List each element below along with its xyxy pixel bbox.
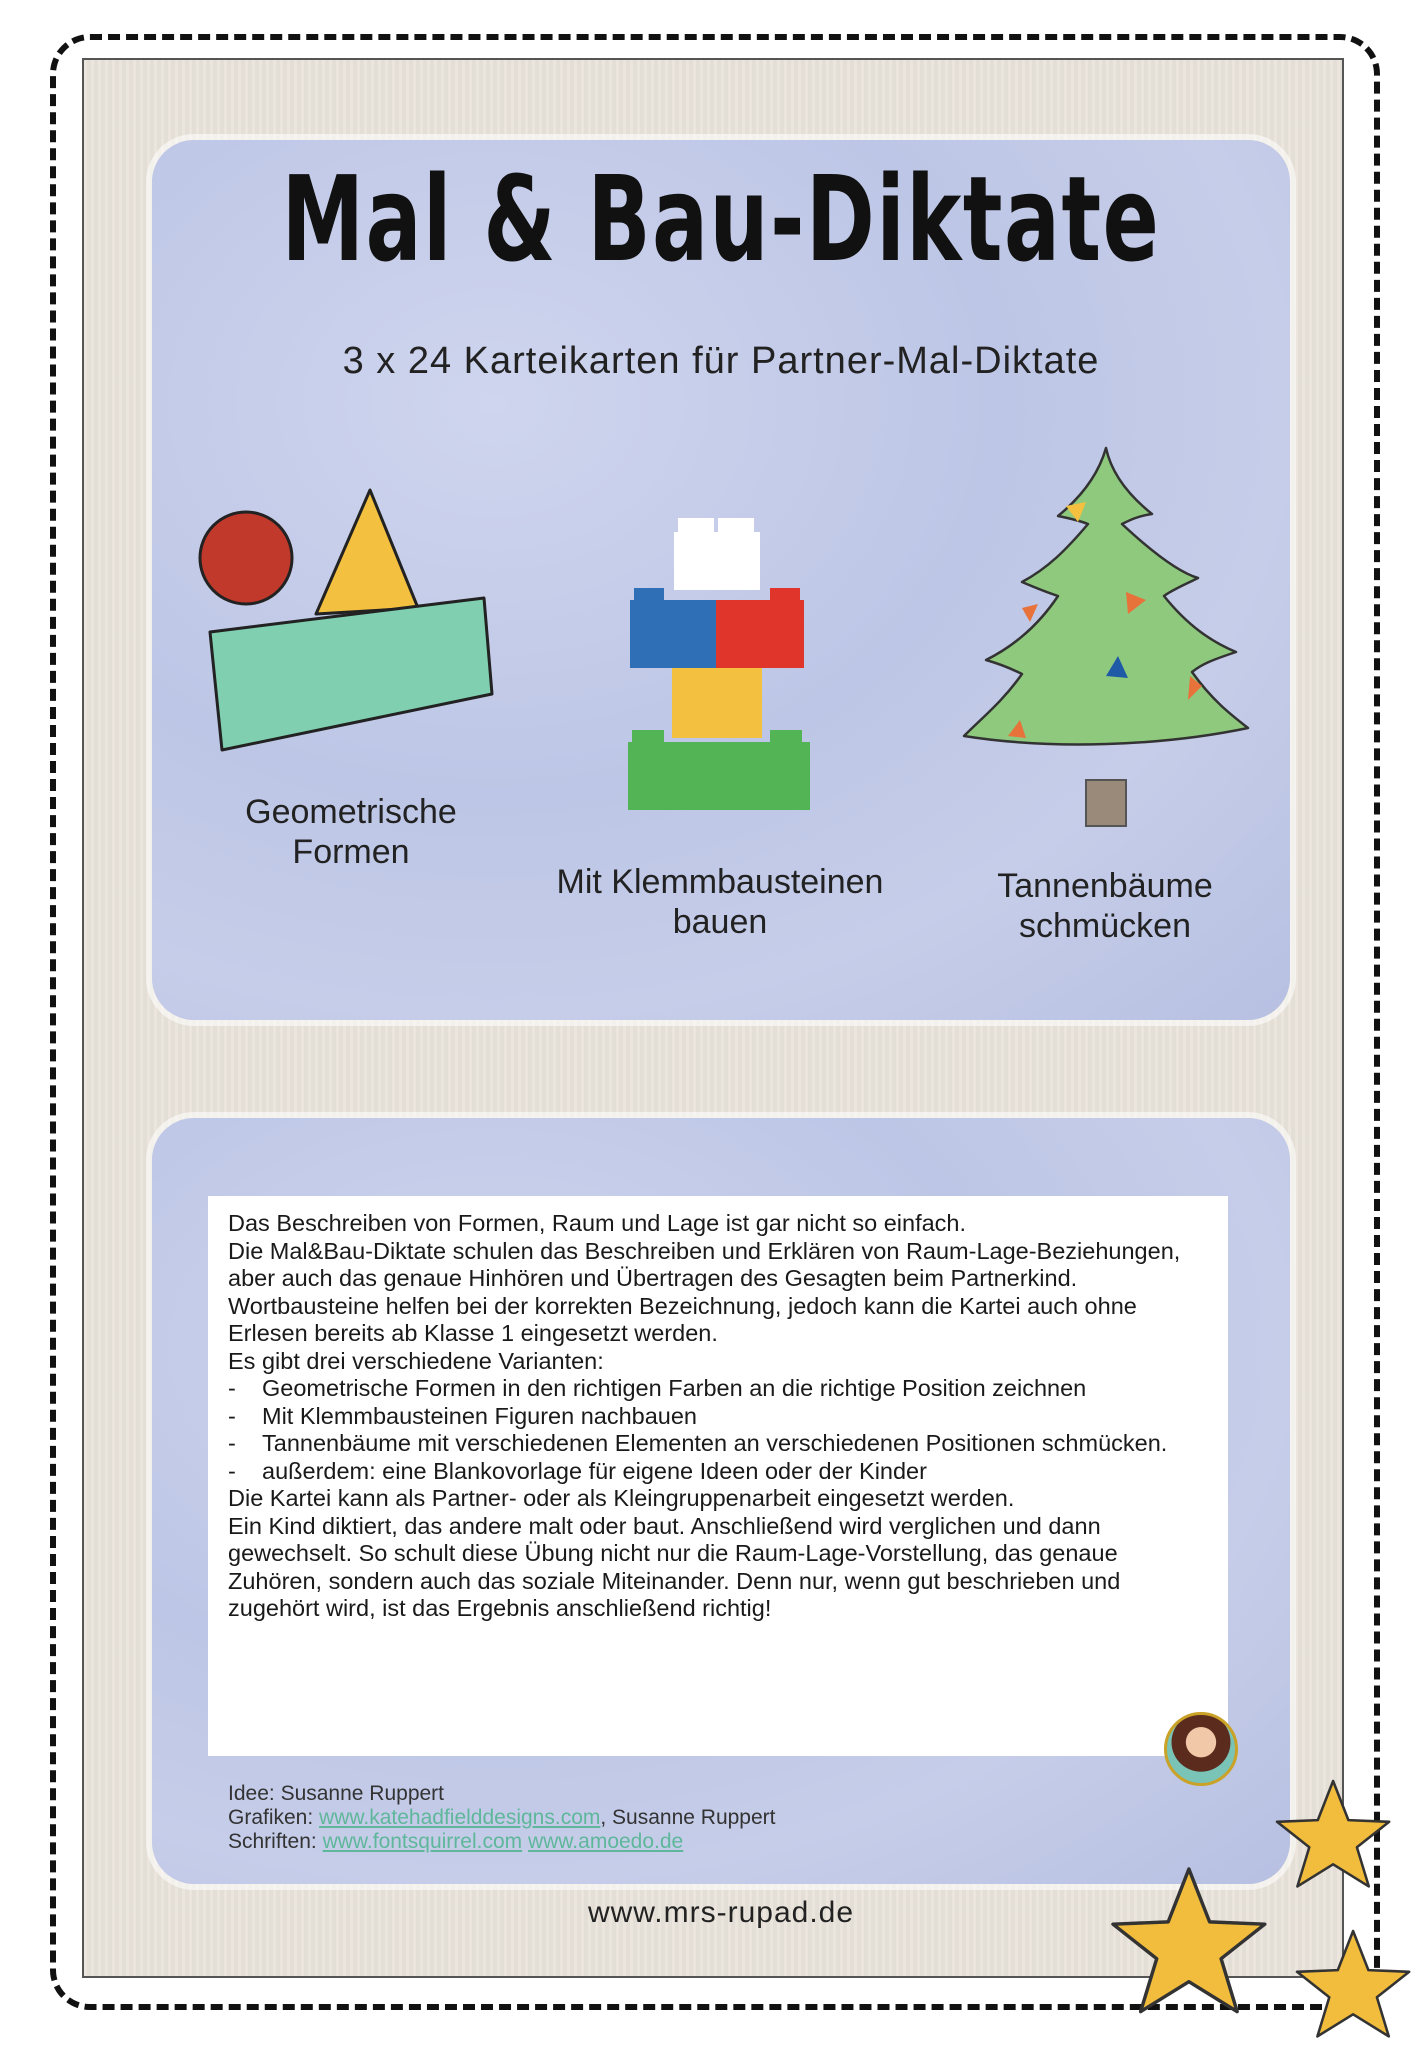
page-subtitle: 3 x 24 Karteikarten für Partner-Mal-Diktate (342, 340, 1100, 382)
geometric-shapes-illustration (196, 486, 506, 756)
red-brick (716, 588, 804, 668)
fonts-link-amoedo[interactable]: www.amoedo.de (527, 1830, 684, 1853)
yellow-brick (672, 668, 762, 738)
tree-body (964, 448, 1248, 744)
variant-label-geometric: Geometrische Formen (245, 793, 457, 871)
rectangle-shape (210, 598, 492, 750)
description-textbox (208, 1196, 1228, 1756)
list-item: - Geometrische Formen in den richtigen Farben an die richtige Position zeichnen (228, 1375, 1208, 1403)
christmas-tree-illustration (962, 446, 1250, 828)
description-intro-1: Das Beschreiben von Formen, Raum und Lage ist gar nicht so einfach. (228, 1210, 967, 1236)
page-title: Mal & Bau-Diktate (281, 150, 1161, 288)
tree-trunk (1086, 780, 1126, 826)
graphics-link[interactable]: www.katehadfielddesigns.com (319, 1806, 601, 1829)
star-icon (1277, 1781, 1389, 1886)
description-intro-3: Es gibt drei verschiedene Varianten: (228, 1347, 604, 1374)
fonts-link-fontsquirrel[interactable]: www.fontsquirrel.com (322, 1830, 523, 1853)
credit-graphics: Grafiken: www.katehadfielddesigns.com, Susanne Ruppert (228, 1806, 776, 1829)
circle-shape (200, 512, 292, 604)
footer-url[interactable]: www.mrs-rupad.de (587, 1896, 855, 1929)
triangle-shape (316, 490, 418, 614)
list-item: - Mit Klemmbausteinen Figuren nachbauen (228, 1403, 1208, 1431)
variant-label-bricks: Mit Klemmbausteinen bauen (556, 863, 884, 941)
green-brick (628, 730, 810, 810)
description-outro-2: Ein Kind diktiert, das andere malt oder baut. Anschließend wird verglichen und dann gewechselt. So schult diese Übung nicht nur die Raum-Lage-Vorstellung, das genaue Zuhören, sondern auch das soziale Miteinander. Denn nur, wenn gut beschrieben und zugehört wird, ist das Ergebnis anschließend richtig! (228, 1512, 1121, 1621)
star-icon (1113, 1869, 1265, 2012)
credit-fonts: Schriften: www.fontsquirrel.com www.amoedo.de (228, 1830, 684, 1853)
blue-brick (630, 588, 716, 668)
description-intro-2: Die Mal&Bau-Diktate schulen das Beschreiben und Erklären von Raum-Lage-Beziehungen, aber auch das genaue Hinhören und Übertragen des Gesagten beim Partnerkind. Wortbausteine helfen bei der korrekten Bezeichnung, jedoch kann die Kartei auch ohne Erlesen bereits ab Klasse 1 eingesetzt werden. (228, 1237, 1181, 1346)
building-bricks-illustration (628, 518, 818, 813)
description-outro-1: Die Kartei kann als Partner- oder als Kleingruppenarbeit eingesetzt werden. (228, 1485, 1015, 1511)
white-brick (674, 518, 760, 590)
tree-ornament (1022, 604, 1038, 622)
decorative-stars (1100, 1770, 1417, 2048)
credit-idea: Idee: Susanne Ruppert (228, 1782, 445, 1805)
variant-label-tree: Tannenbäume schmücken (997, 867, 1213, 945)
list-item: - außerdem: eine Blankovorlage für eigene Ideen oder der Kinder (228, 1458, 1208, 1486)
star-icon (1297, 1931, 1409, 2036)
list-item: - Tannenbäume mit verschiedenen Elementen an verschiedenen Positionen schmücken. (228, 1430, 1208, 1458)
variants-list (228, 1375, 1208, 1485)
credits (228, 1782, 928, 1854)
